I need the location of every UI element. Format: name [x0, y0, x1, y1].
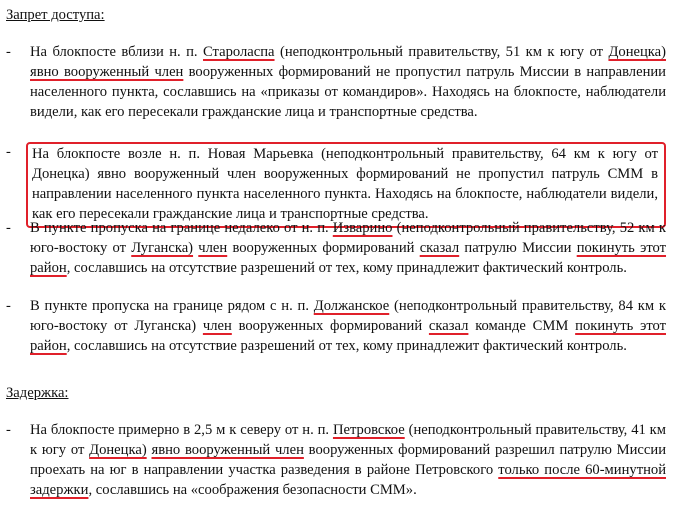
list-dash: -: [6, 44, 11, 60]
underlined-phrase: покинуть этот район: [30, 318, 666, 354]
item-text: На блокпосте примерно в 2,5 м к северу от н. п. Петровское (неподконтрольный правительству, 41 км к югу от Донецка) явно вооруженный член вооруженных формирований разрешил патрулю Миссии проехать на юг в направлении участка разведения в районе Петровского только после 60-минутной задержки, сославшись на «соображения безопасности СММ».: [30, 422, 667, 498]
underlined-phrase: сказал: [428, 318, 469, 334]
underlined-phrase: только после 60-минутной задержки: [30, 462, 666, 498]
list-dash: -: [6, 422, 11, 438]
underlined-phrase: явно вооруженный член: [30, 64, 184, 80]
underlined-city: Донецка): [608, 44, 666, 60]
underlined-place: Изварино: [332, 220, 393, 236]
item-text: На блокпосте вблизи н. п. Староласпа (неподконтрольный правительству, 51 км к югу от Донецка) явно вооруженный член вооруженных формирований не пропустил патруль Миссии в направлении населенного пункта, сославшись на «приказы от командиров». Находясь на блокпосте, наблюдатели видели, как его пересекали гражданские лица и транспортные средства.: [30, 44, 666, 120]
list-item: [6, 296, 666, 356]
underlined-city: Донецка): [89, 442, 147, 458]
underlined-city: Луганска): [131, 240, 194, 256]
list-item: [6, 42, 666, 122]
list-item-highlighted: [6, 142, 666, 228]
item-text: В пункте пропуска на границе рядом с н. п. Должанское (неподконтрольный правительству, 84 км к юго-востоку от Луганска) член вооруженных формирований сказал команде СММ покинуть этот район, сославшись на отсутствие разрешений от тех, кому принадлежит фактический контроль.: [30, 298, 666, 354]
item-text-boxed: На блокпосте возле н. п. Новая Марьевка (неподконтрольный правительству, 64 км к югу от Донецка) явно вооруженный член вооруженных формирований не пропустил патруль СММ в направлении населенного пункта населенного пункта. Находясь на блокпосте, наблюдатели видели, как его пересекали гражданские лица и транспортные средства.: [26, 142, 666, 228]
underlined-phrase: член: [202, 318, 232, 334]
list-item: [6, 218, 666, 278]
underlined-phrase: сказал: [419, 240, 460, 256]
list-item: [6, 420, 666, 500]
heading-delay: Задержка:: [6, 385, 69, 401]
list-dash: -: [6, 298, 11, 314]
heading-access-denied: Запрет доступа:: [6, 7, 105, 23]
underlined-place: Староласпа: [203, 44, 275, 60]
underlined-phrase: покинуть этот район: [30, 240, 667, 276]
underlined-phrase: явно вооруженный член: [151, 442, 304, 458]
list-dash: -: [6, 144, 11, 160]
underlined-place: Должанское: [313, 298, 390, 314]
item-text: В пункте пропуска на границе недалеко от н. п. Изварино (неподконтрольный правительству, 52 км к юго-востоку от Луганска) член вооруженных формирований сказал патрулю Миссии покинуть этот район, сославшись на отсутствие разрешений от тех, кому принадлежит фактический контроль.: [30, 220, 667, 276]
underlined-phrase: член: [198, 240, 228, 256]
underlined-place: Петровское: [332, 422, 405, 438]
list-dash: -: [6, 220, 11, 236]
